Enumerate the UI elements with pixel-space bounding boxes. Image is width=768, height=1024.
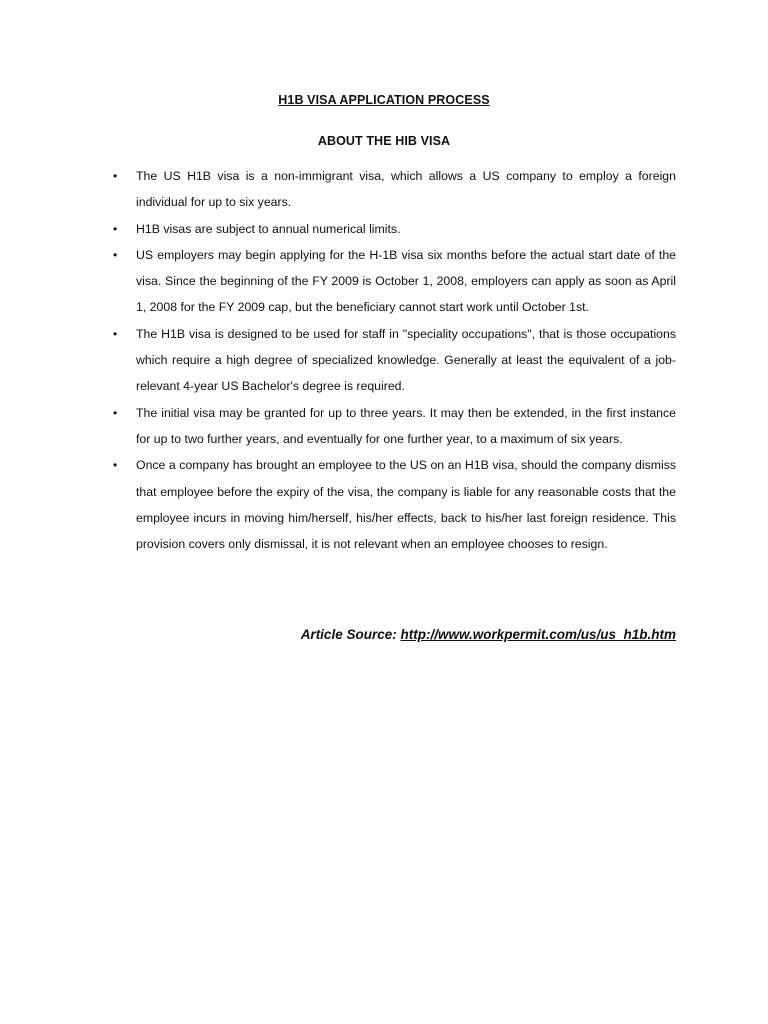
article-source-label: Article Source: — [300, 627, 401, 642]
bullet-text: Once a company has brought an employee to the US on an H1B visa, should the company dismiss that employee before the expiry of the visa, the company is liable for any reasonable costs that the employee incurs in moving him/herself, his/her effects, back to his/her last foreign residence. This provision covers only dismissal, it is not relevant when an employee chooses to resign. — [136, 458, 676, 552]
bullet-text: US employers may begin applying for the H-1B visa six months before the actual start date of the visa. Since the beginning of the FY 2009 is October 1, 2008, employers can apply as soon as April 1, 2008 for the FY 2009 cap, but the beneficiary cannot start work until October 1st. — [136, 247, 676, 315]
document-subtitle: ABOUT THE HIB VISA — [317, 134, 451, 148]
bullet-marker: • — [113, 169, 118, 183]
bullet-text: H1B visas are subject to annual numerical limits. — [136, 221, 401, 236]
bullet-text: The initial visa may be granted for up to three years. It may then be extended, in the first instance for up to two further years, and eventually for one further year, to a maximum of six years. — [136, 405, 676, 446]
bullet-marker: • — [113, 247, 118, 262]
bullet-list — [104, 163, 676, 557]
bullet-marker: • — [113, 458, 118, 473]
bullet-text: The H1B visa is designed to be used for staff in "speciality occupations", that is those occupations which require a high degree of specialized knowledge. Generally at least the equivalent of a job-relevant 4-year US Bachelor's degree is required. — [136, 326, 676, 394]
bullet-item — [104, 163, 676, 216]
bullet-item — [104, 321, 676, 400]
bullet-marker: • — [113, 326, 118, 341]
bullet-item — [104, 216, 676, 242]
bullet-item — [104, 242, 676, 321]
bullet-item — [104, 400, 676, 453]
bullet-marker: • — [113, 405, 118, 420]
document-title: H1B VISA APPLICATION PROCESS — [278, 93, 490, 107]
bullet-item — [104, 452, 676, 557]
bullet-marker: • — [113, 221, 118, 236]
article-source — [301, 627, 676, 642]
article-source-link[interactable]: http://www.workpermit.com/us/us_h1b.htm — [400, 627, 676, 642]
bullet-text: The US H1B visa is a non-immigrant visa, which allows a US company to employ a foreign individual for up to six years. — [136, 169, 676, 210]
